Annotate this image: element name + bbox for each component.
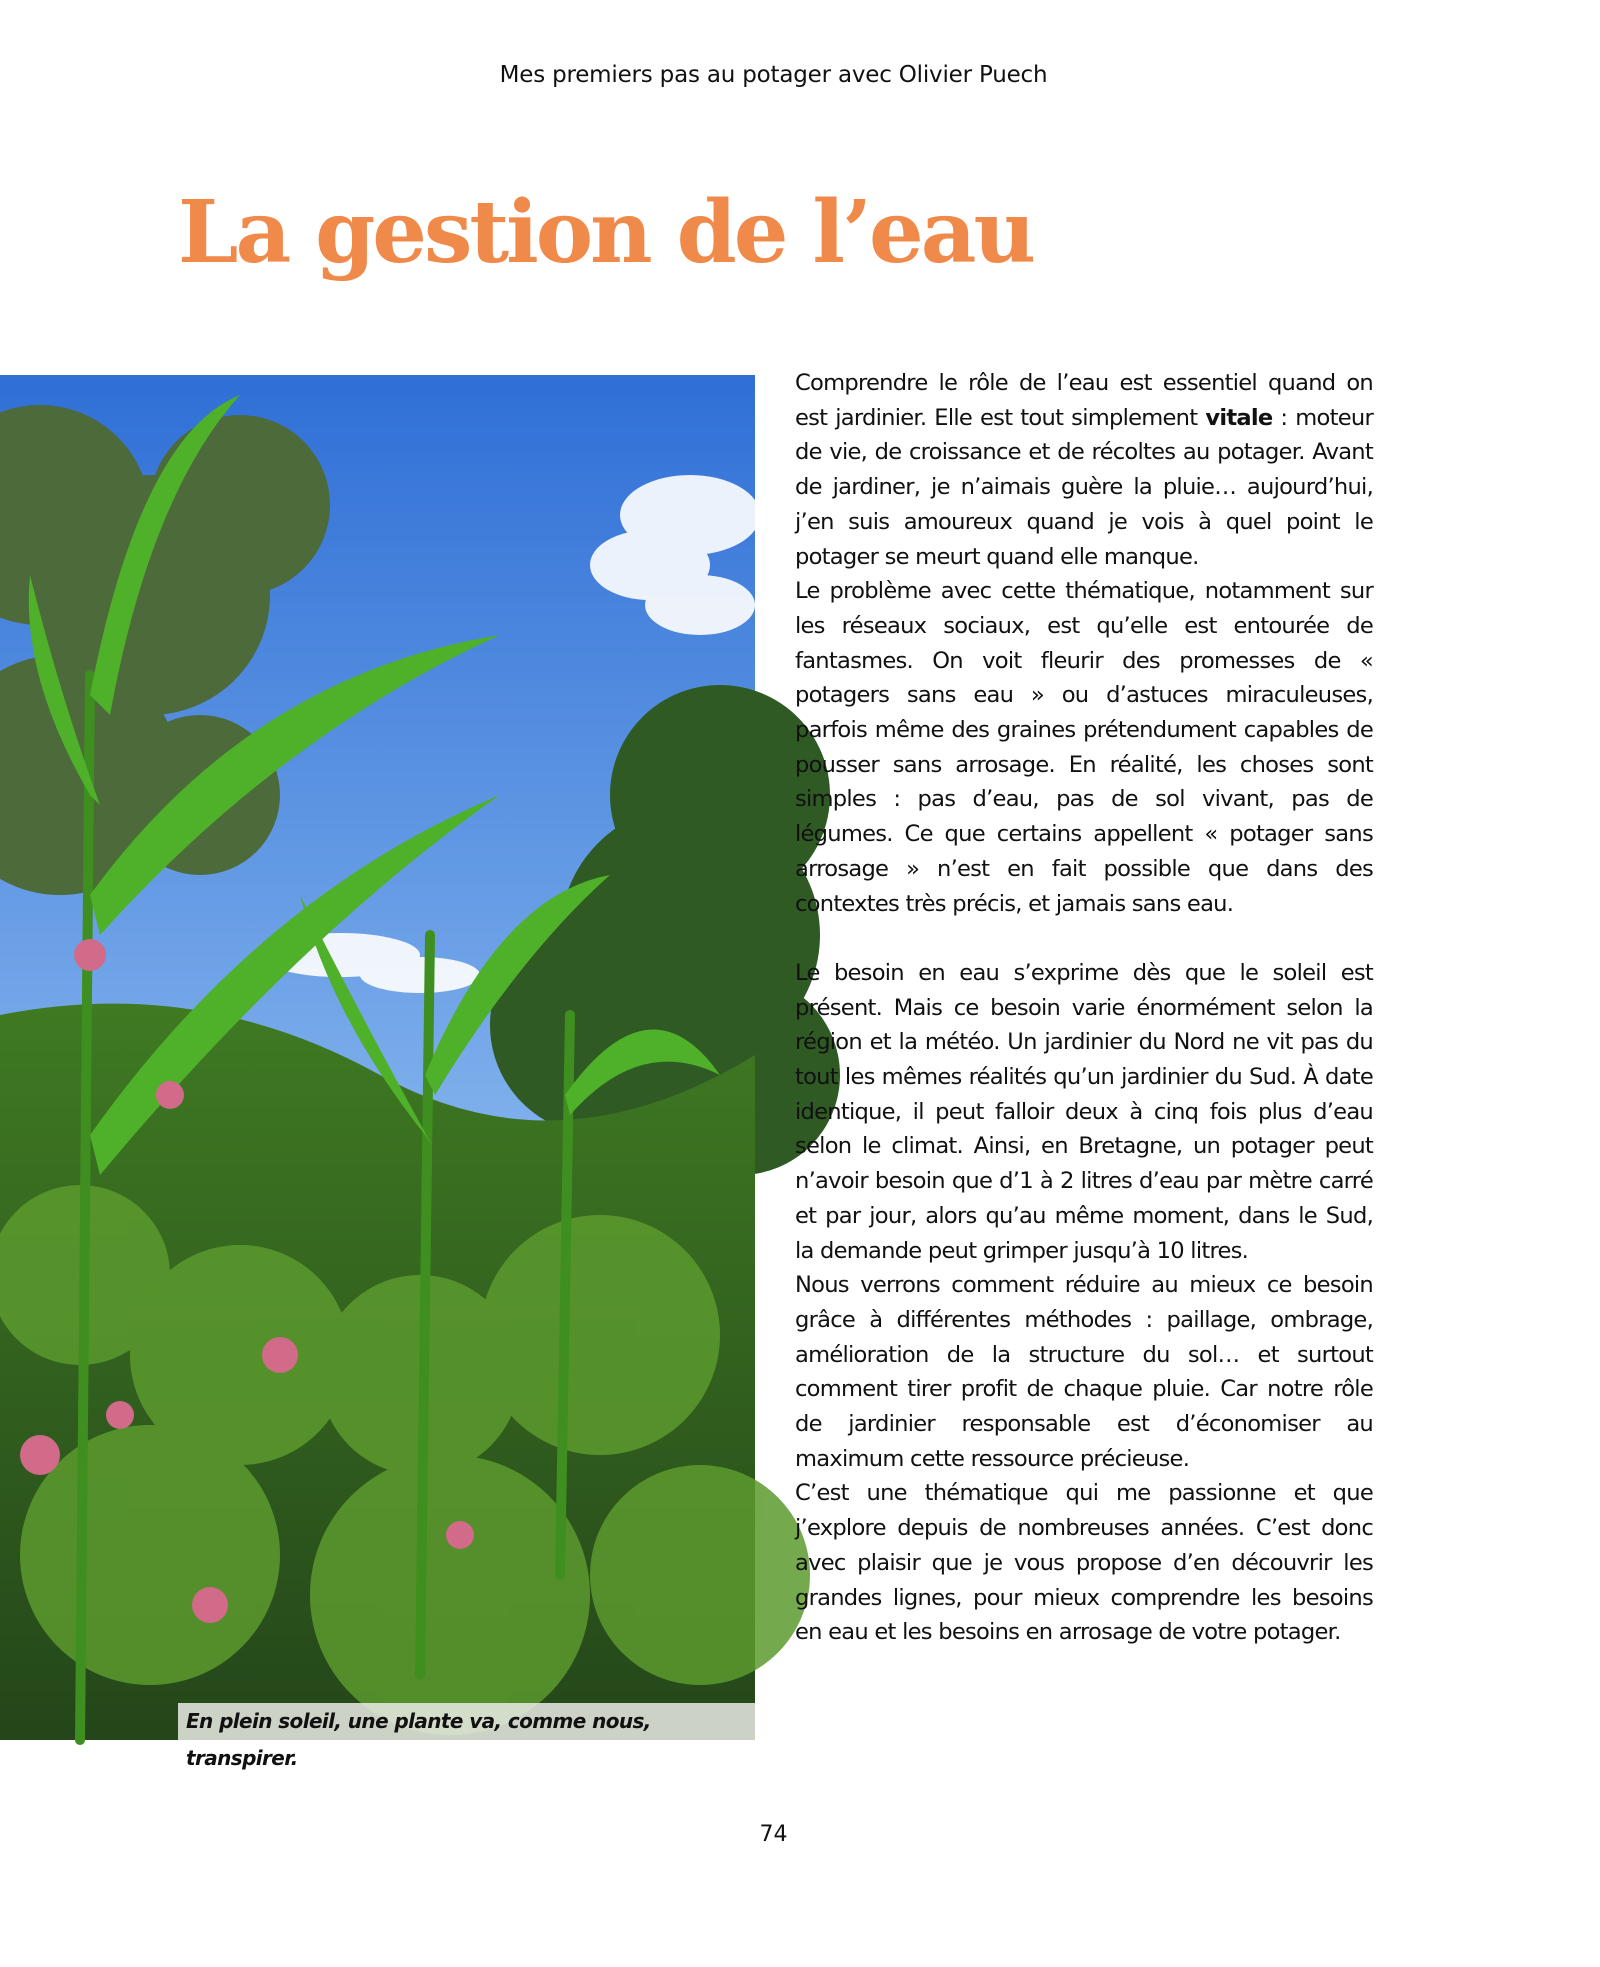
emphasis-vitale: vitale: [1205, 404, 1273, 431]
garden-photo: [0, 375, 755, 1770]
page-title: La gestion de l’eau: [178, 182, 1033, 283]
paragraph-1: [795, 366, 1373, 574]
article-body: [795, 366, 1373, 1650]
photo-caption: En plein soleil, une plante va, comme nous, transpirer.: [178, 1703, 755, 1740]
paragraph-3: Le besoin en eau s’exprime dès que le soleil est présent. Mais ce besoin varie énormément selon la région et la météo. Un jardinier du Nord ne vit pas du tout les mêmes réalités qu’un jardinier du Sud. À date identique, il peut falloir deux à cinq fois plus d’eau selon le climat. Ainsi, en Bretagne, un potager peut n’avoir besoin que d’1 à 2 litres d’eau par mètre carré et par jour, alors qu’au même moment, dans le Sud, la demande peut grimper jusqu’à 10 litres.: [795, 959, 1373, 1264]
running-header: Mes premiers pas au potager avec Olivier Puech: [499, 62, 1048, 88]
paragraph-5: C’est une thématique qui me passionne et que j’explore depuis de nombreuses années. C’est donc avec plaisir que je vous propose d’en découvrir les grandes lignes, pour mieux comprendre les besoins en eau et les besoins en arrosage de votre potager.: [795, 1480, 1373, 1646]
paragraph-4: Nous verrons comment réduire au mieux ce besoin grâce à différentes méthodes : paillage, ombrage, amélioration de la structure du sol… et surtout comment tirer profit de chaque pluie. Car notre rôle de jardinier responsable est d’économiser au maximum cette ressource précieuse.: [795, 1272, 1373, 1472]
paragraph-2: Le problème avec cette thématique, notamment sur les réseaux sociaux, est qu’elle est entourée de fantasmes. On voit fleurir des promesses de « potagers sans eau » ou d’astuces miraculeuses, parfois même des graines prétendument capables de pousser sans arrosage. En réalité, les choses sont simples : pas d’eau, pas de sol vivant, pas de légumes. Ce que certains appellent « potager sans arrosage » n’est en fait possible que dans des contextes très précis, et jamais sans eau.: [795, 578, 1373, 917]
page-number: 74: [759, 1822, 788, 1847]
garden-illustration: [0, 375, 755, 1740]
paragraph-1-end: : moteur de vie, de croissance et de récoltes au potager. Avant de jardiner, je n’aimais guère la pluie… aujourd’hui, j’en suis amoureux quand je vois à quel point le potager se meurt quand elle manque.: [795, 404, 1373, 570]
paragraph-1-start: Comprendre le rôle de l’eau est essentiel quand on est jardinier. Elle est tout simplement: [795, 370, 1373, 431]
